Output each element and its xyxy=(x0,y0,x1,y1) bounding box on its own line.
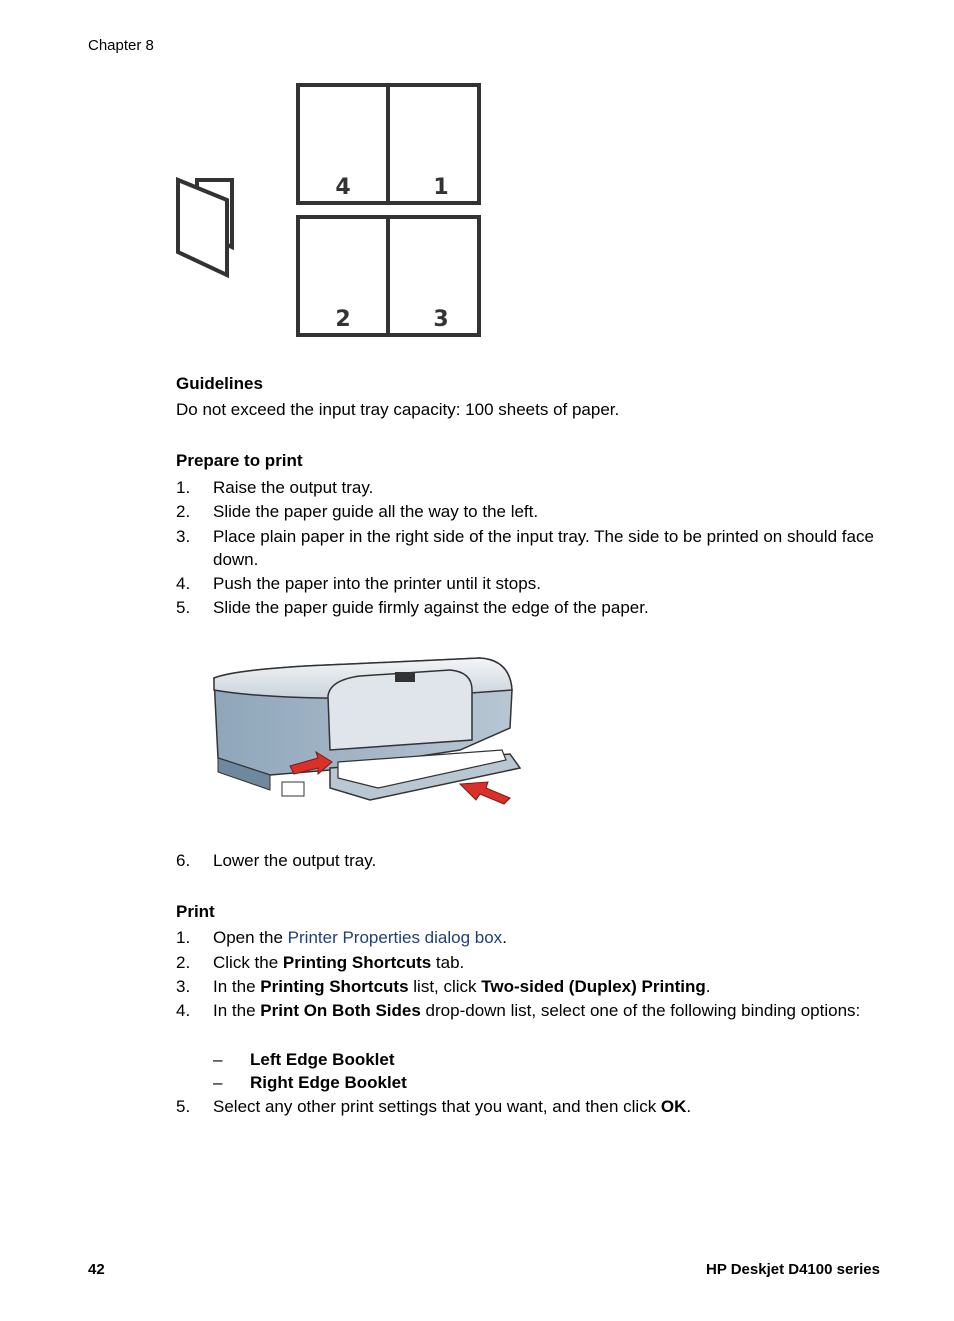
step-text-bold: Print On Both Sides xyxy=(260,1001,421,1020)
step-text-part: list, click xyxy=(408,977,482,996)
step-number: 3. xyxy=(176,527,191,546)
step-text-part: In the xyxy=(213,1001,261,1020)
option-label: Left Edge Booklet xyxy=(250,1050,395,1069)
step-number: 1. xyxy=(176,478,191,497)
step-text-part: . xyxy=(502,928,507,947)
chapter-header: Chapter 8 xyxy=(88,37,154,54)
step-text-part: Open the xyxy=(213,928,288,947)
prepare-heading: Prepare to print xyxy=(176,451,303,470)
step-number: 4. xyxy=(176,574,191,593)
step-text-bold: OK xyxy=(660,1097,687,1116)
product-name: HP Deskjet D4100 series xyxy=(705,1261,880,1278)
step-number: 3. xyxy=(176,977,191,996)
tray-tab-icon xyxy=(395,672,415,682)
step-text-bold: Two-sided (Duplex) Printing xyxy=(481,977,706,996)
step-text-part: Select any other print settings that you want, and then click xyxy=(213,1097,661,1116)
step-text: Raise the output tray. xyxy=(213,478,374,497)
guidelines-heading: Guidelines xyxy=(176,374,263,393)
page-number-label: 1 xyxy=(433,175,449,200)
folded-booklet-icon xyxy=(178,180,232,275)
step-text-part: . xyxy=(686,1097,692,1116)
step-text xyxy=(213,951,886,974)
card-slot-icon xyxy=(282,782,304,796)
page-number: 42 xyxy=(88,1261,105,1278)
step-number: 4. xyxy=(176,1001,191,1020)
step-text-part: In the xyxy=(213,977,261,996)
step-text xyxy=(213,926,886,949)
step-text: Slide the paper guide all the way to the left. xyxy=(213,502,539,521)
step-number: 6. xyxy=(176,851,191,870)
printer-paper-loading-figure xyxy=(210,650,525,818)
step-text-bold: Printing Shortcuts xyxy=(282,953,432,972)
booklet-layout-figure xyxy=(175,82,485,340)
print-heading: Print xyxy=(176,902,215,921)
step-number: 5. xyxy=(176,598,191,617)
dash-bullet: – xyxy=(213,1050,223,1069)
step-text xyxy=(213,975,886,998)
step-text: Place plain paper in the right side of the input tray. The side to be printed on should face down. xyxy=(213,527,874,569)
printer-properties-link[interactable]: Printer Properties dialog box xyxy=(287,928,503,947)
sheet-top xyxy=(298,85,479,203)
step-text-part: drop-down list, select one of the following binding options: xyxy=(420,1001,861,1020)
step-text-bold: Printing Shortcuts xyxy=(260,977,409,996)
step-text: Lower the output tray. xyxy=(213,851,377,870)
step-number: 2. xyxy=(176,502,191,521)
step-text-part: Click the xyxy=(213,953,283,972)
option-label: Right Edge Booklet xyxy=(250,1073,407,1092)
step-text xyxy=(213,1095,886,1118)
page-number-label: 2 xyxy=(335,307,351,332)
step-text-part: . xyxy=(705,977,711,996)
page-number-label: 3 xyxy=(433,307,449,332)
sheet-bottom xyxy=(298,217,479,335)
dash-bullet: – xyxy=(213,1073,223,1092)
step-text xyxy=(213,999,886,1022)
guidelines-text: Do not exceed the input tray capacity: 100 sheets of paper. xyxy=(176,400,620,419)
step-number: 5. xyxy=(176,1097,191,1116)
step-number: 2. xyxy=(176,953,191,972)
step-text-part: tab. xyxy=(431,953,465,972)
step-text: Slide the paper guide firmly against the edge of the paper. xyxy=(213,598,649,617)
step-number: 1. xyxy=(176,928,191,947)
page-number-label: 4 xyxy=(335,175,351,200)
step-text: Push the paper into the printer until it stops. xyxy=(213,574,541,593)
